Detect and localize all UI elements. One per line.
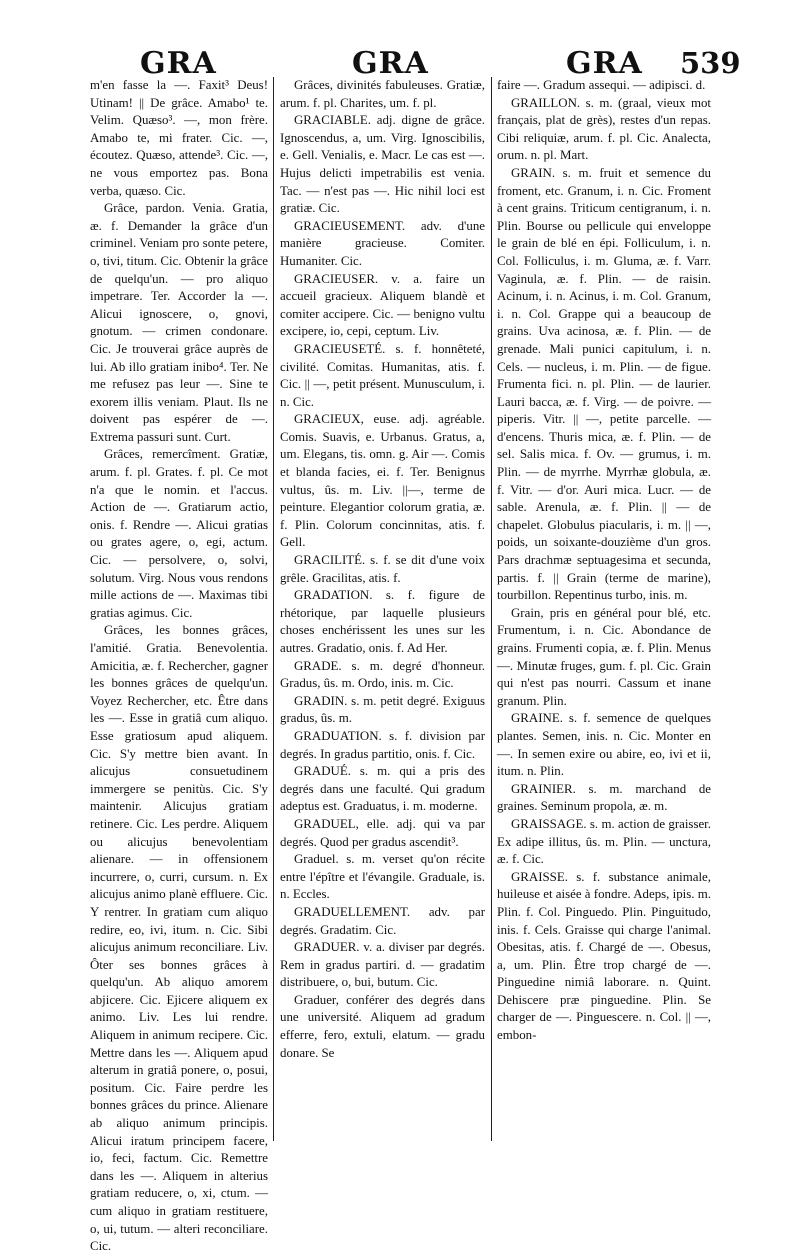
entry: GRAINE. s. f. semence de quelques plantes. Semen, inis. n. Cic. Monter en —. In semen exire ou abire, eo, ivi et ii, itum. n. Plin.	[497, 711, 711, 779]
entry: GRAILLON. s. m. (graal, vieux mot français, plat de grès), restes d'un repas. Cibi reliquiæ, arum. f. pl. Cic. Analecta, orum. n. pl. Mart.	[497, 95, 711, 163]
entry: GRADUATION. s. f. division par degrés. In gradus partitio, onis. f. Cic.	[280, 728, 485, 761]
entry: GRADUÉ. s. m. qui a pris des degrés dans une faculté. Qui gradum adeptus est. Graduatus, i. m. moderne.	[280, 764, 485, 814]
entry: GRADUELLEMENT. adv. par degrés. Gradatim. Cic.	[280, 904, 485, 937]
entry: Graduer, conférer des degrés dans une université. Aliquem ad gradum efferre, fero, extuli, elatum. — gradu donare. Se	[280, 992, 485, 1060]
column-divider	[491, 77, 492, 1141]
running-head-center: GRA	[352, 46, 429, 81]
entry: m'en fasse la —. Faxit³ Deus! Utinam! || De grâce. Amabo¹ te. Velim. Quæso³. —, mon frère. Amabo te, mi frater. Cic. —, écoutez. Quæso, attende³. Cic. —, ne vous emportez pas. Bona verba, quæso. Cic.	[90, 78, 268, 198]
entry: GRAISSAGE. s. m. action de graisser. Ex adipe illitus, ûs. m. Plin. — unctura, æ. f. Cic.	[497, 816, 711, 867]
column-divider	[273, 77, 274, 1141]
entry: GRACIEUX, euse. adj. agréable. Comis. Suavis, e. Urbanus. Gratus, a, um. Elegans, tis. omn. g. Air —. Comis et blanda facies, ei. f. Ter. Benignus vultus, ûs. m. Liv. ||—, terme de peinture. Elegantior colorum gratia, æ. f. Plin. Colorum concinnitas, atis. f. Gell.	[280, 412, 485, 550]
entry: GRADUER. v. a. diviser par degrés. Rem in gradus partiri. d. — gradatim distribuere, o, bui, butum. Cic.	[280, 940, 485, 990]
entry: Grâces, divinités fabuleuses. Gratiæ, arum. f. pl. Charites, um. f. pl.	[280, 78, 485, 110]
running-head-left: GRA	[140, 46, 217, 81]
entry: GRADUEL, elle. adj. qui va par degrés. Quod per gradus ascendit³.	[280, 816, 485, 849]
entry: GRAIN. s. m. fruit et semence du froment, etc. Granum, i. n. Cic. Froment à cent grains. Triticum centigranum, i. n. Plin. Bourse ou pellicule qui enveloppe le grain de blé en épi. Folliculum, i. n. Col. Folliculus, i. m. Gluma, æ. f. Varr. Vaginula, æ. f. Plin. — de raisin. Acinum, i. n. Acinus, i. m. Col. Granum, i. n. Col. Grappe qui a beaucoup de grains. Uva acinosa, æ. f. Plin. — de grenade. Mali punici capitulum, i. n. Cels. — nucleus, i. m. Plin. — de figue. Frumenta fici. n. pl. Plin. — de laurier. Lauri bacca, æ. f. Virg. — de poivre. — piperis. Vitr. || —, petite parcelle. — d'encens. Thuris mica, æ. f. Plin. — de sel. Salis mica. f. Ov. — grumus, i. m. Plin. — de myrrhe. Myrrhæ globula, æ. f. Vitr. — d'or. Auri mica. Lucr. — de sable. Arenula, æ. f. Plin. || — de chapelet. Globulus piacularis, i. m. || —, poids, un soixante-douzième d'un gros. Pars drachmæ septuagesima et secunda, partis. f. || Grain (terme de marine), tourbillon. Repentinus turbo, inis. m.	[497, 165, 711, 603]
entry: GRAINIER. s. m. marchand de graines. Seminum propola, æ. m.	[497, 781, 711, 814]
entry: Graduel. s. m. verset qu'on récite entre l'épître et l'évangile. Graduale, is. n. Eccles.	[280, 852, 485, 902]
entry: Grain, pris en général pour blé, etc. Frumentum, i. n. Cic. Abondance de grains. Frumenti copia, æ. f. Plin. Menus —. Minutæ fruges, gum. f. pl. Cic. Grain qui n'est pas nourri. Cassum et inane granum. Plin.	[497, 605, 711, 708]
entry: GRACIEUSETÉ. s. f. honnêteté, civilité. Comitas. Humanitas, atis. f. Cic. || —, petit présent. Munusculum, i. n. Cic.	[280, 341, 485, 409]
entry: GRACIABLE. adj. digne de grâce. Ignoscendus, a, um. Virg. Ignoscibilis, e. Gell. Venialis, e. Macr. Le cas est —. Hujus delicti impetrabilis est venia. Tac. — n'est pas —. Hic nihil loci est gratiæ. Cic.	[280, 113, 485, 216]
entry: GRADE. s. m. degré d'honneur. Gradus, ûs. m. Ordo, inis. m. Cic.	[280, 658, 485, 691]
entry: Grâces, remercîment. Gratiæ, arum. f. pl. Grates. f. pl. Ce mot n'a que le nomin. et l'accus. Action de —. Gratiarum actio, onis. f. Rendre —. Alicui gratias ou grates agere, o, egi, actum. Cic. — persolvere, o, solvi, solutum. Virg. Nous vous rendons mille actions de —. Maximas tibi gratias agimus. Cic.	[90, 447, 268, 620]
column-1	[90, 77, 268, 1254]
running-head-right: GRA	[566, 46, 643, 81]
entry: GRADATION. s. f. figure de rhétorique, par laquelle plusieurs choses enchérissent les unes sur les autres. Gradatio, onis. f. Ad Her.	[280, 588, 485, 655]
entry: Grâce, pardon. Venia. Gratia, æ. f. Demander la grâce d'un criminel. Veniam pro sonte petere, o, tivi, titum. Cic. Obtenir la grâce de quelqu'un. — pro aliquo impetrare. Ter. Accorder la —. Alicui ignoscere, o, gnovi, gnotum. — crimen condonare. Cic. Je trouverai grâce auprès de lui. Ab illo gratiam inibo⁴. Ter. Ne me refusez pas leur —. Sine te exorem illis veniam. Plaut. Ils ne doivent pas espérer de —. Extrema passuri sunt. Curt.	[90, 201, 268, 444]
entry: GRACILITÉ. s. f. se dit d'une voix grêle. Gracilitas, atis. f.	[280, 553, 485, 585]
page-number: 539	[680, 46, 741, 80]
entry: GRAISSE. s. f. substance animale, huileuse et aisée à fondre. Adeps, ipis. m. Plin. f. Col. Pinguedo. Plin. Pinguitudo, inis. f. Cels. Graisse qui charge l'animal. Obesitas, atis. f. Chargé de —. Obesus, a, um. Plin. Être trop chargé de —. Pinguedine nimiâ laborare. n. Quint. Dehiscere præ pinguedine. Plin. Se charger de —. Pinguescere. n. Col. || —, embon-	[497, 869, 711, 1043]
entry: faire —. Gradum assequi. — adipisci. d.	[497, 78, 706, 92]
column-3	[497, 77, 711, 1137]
entry: GRACIEUSER. v. a. faire un accueil gracieux. Aliquem blandè et comiter accipere. Cic. — benigno vultu excipere, io, cepi, ceptum. Liv.	[280, 271, 485, 339]
column-2	[280, 77, 485, 1137]
entry: Grâces, les bonnes grâces, l'amitié. Gratia. Benevolentia. Amicitia, æ. f. Rechercher, gagner les bonnes grâces de quelqu'un. Voyez Rechercher, etc. Être dans les —. Esse in gratiâ cum aliquo. Esse gratiosum apud aliquem. Cic. S'y mettre bien avant. In alicujus consuetudinem immergere se penitùs. Cic. S'y maintenir. Alicujus gratiam retinere. Cic. Les perdre. Aliquem ou alicujus benevolentiam alienare. — in offensionem incurrere, o, curri, cursum. n. Ex alicujus animo planè effluere. Cic. Y rentrer. In gratiam cum aliquo redire, eo, ivi, itum. n. Cic. Sibi alicujus animum reconciliare. Liv. Ôter ses bonnes grâces à quelqu'un. Ab aliquo amorem abjicere. Cic. Ejicere aliquem ex animo. Liv. Les lui rendre. Aliquem in animum recipere. Cic. Mettre dans les —. Aliquem apud alterum in gratiâ ponere, o, posui, positum. Cic. Faire perdre les bonnes grâces du prince. Alienare ab aliquo animum principis. Alicui iratum principem facere, io, feci, factum. Cic. Remettre dans les —. Aliquem in alterius gratiam reducere, o, xi, ctum. — cum aliquo in gratiam restituere, o, ui, tutum. — alteri reconciliare. Cic.	[90, 623, 268, 1254]
entry: GRADIN. s. m. petit degré. Exiguus gradus, ûs. m.	[280, 693, 485, 726]
entry: GRACIEUSEMENT. adv. d'une manière gracieuse. Comiter. Humaniter. Cic.	[280, 218, 485, 268]
